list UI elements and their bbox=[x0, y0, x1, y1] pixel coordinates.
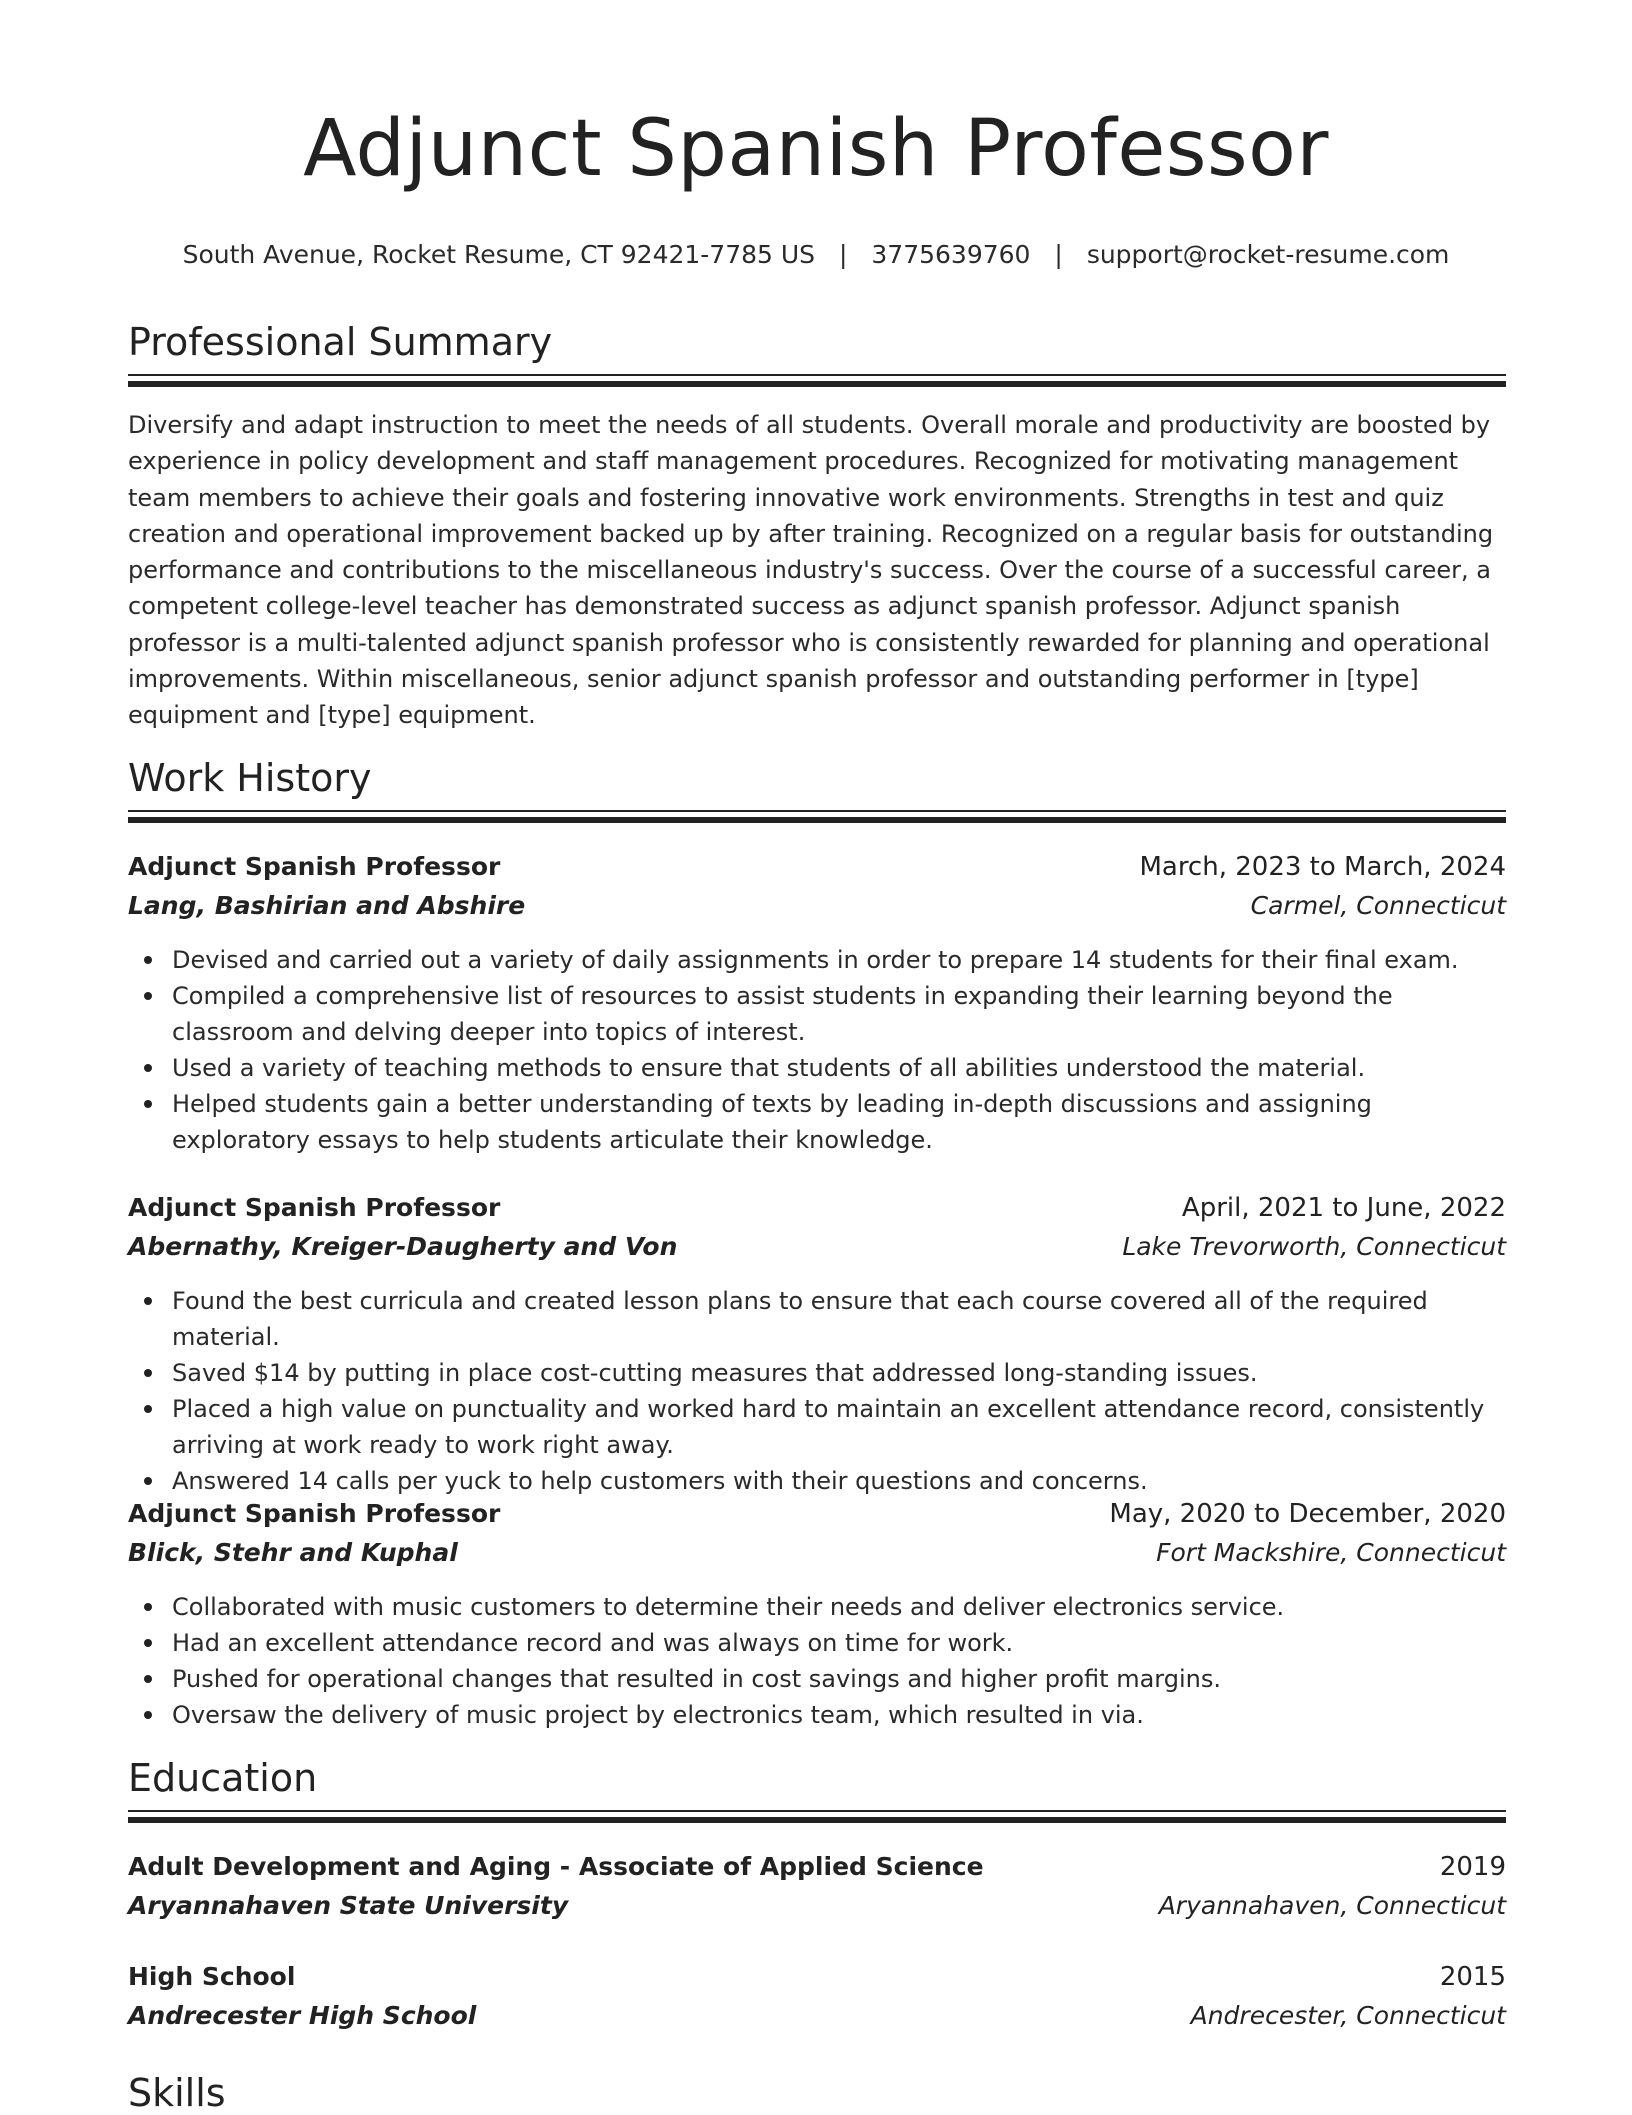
job-subheader bbox=[128, 1538, 1506, 1572]
contact-separator: | bbox=[1054, 240, 1063, 269]
job-header bbox=[128, 852, 1506, 886]
education-subheader bbox=[128, 2001, 1506, 2035]
job-dates: May, 2020 to December, 2020 bbox=[1109, 1499, 1506, 1529]
education-header bbox=[128, 1962, 1506, 1996]
education-degree: High School bbox=[128, 1962, 296, 1991]
section-heading-work: Work History bbox=[128, 756, 372, 800]
list-item: Answered 14 calls per yuck to help customers with their questions and concerns. bbox=[128, 1463, 1506, 1499]
section-divider bbox=[128, 374, 1506, 387]
list-item: Used a variety of teaching methods to ensure that students of all abilities understood the material. bbox=[128, 1050, 1506, 1086]
education-year: 2019 bbox=[1439, 1852, 1506, 1882]
job-subheader bbox=[128, 891, 1506, 925]
section-heading-summary: Professional Summary bbox=[128, 320, 553, 364]
education-subheader bbox=[128, 1891, 1506, 1925]
list-item: Helped students gain a better understanding of texts by leading in-depth discussions and assigning exploratory essays to help students articulate their knowledge. bbox=[128, 1086, 1506, 1158]
education-school: Aryannahaven State University bbox=[128, 1891, 569, 1920]
education-degree: Adult Development and Aging - Associate of Applied Science bbox=[128, 1852, 984, 1881]
job-bullets bbox=[128, 942, 1506, 1158]
job-bullets bbox=[128, 1589, 1506, 1733]
section-heading-education: Education bbox=[128, 1756, 318, 1800]
job-header bbox=[128, 1499, 1506, 1533]
education-year: 2015 bbox=[1439, 1962, 1506, 1992]
education-location: Andrecester, Connecticut bbox=[1190, 2001, 1506, 2030]
list-item: Placed a high value on punctuality and worked hard to maintain an excellent attendance record, consistently arriving at work ready to work right away. bbox=[128, 1391, 1506, 1463]
list-item: Found the best curricula and created lesson plans to ensure that each course covered all of the required material. bbox=[128, 1283, 1506, 1355]
section-divider bbox=[128, 1810, 1506, 1823]
job-dates: April, 2021 to June, 2022 bbox=[1181, 1193, 1506, 1223]
candidate-name: Adjunct Spanish Professor bbox=[303, 104, 1329, 194]
education-header bbox=[128, 1852, 1506, 1886]
list-item: Pushed for operational changes that resulted in cost savings and higher profit margins. bbox=[128, 1661, 1506, 1697]
job-bullets bbox=[128, 1283, 1506, 1499]
list-item: Oversaw the delivery of music project by electronics team, which resulted in via. bbox=[128, 1697, 1506, 1733]
section-divider bbox=[128, 810, 1506, 823]
job-title: Adjunct Spanish Professor bbox=[128, 852, 501, 881]
job-header bbox=[128, 1193, 1506, 1227]
contact-phone: 3775639760 bbox=[871, 240, 1031, 269]
contact-line bbox=[0, 240, 1632, 270]
list-item: Compiled a comprehensive list of resources to assist students in expanding their learning beyond the classroom and delving deeper into topics of interest. bbox=[128, 978, 1506, 1050]
list-item: Collaborated with music customers to determine their needs and deliver electronics service. bbox=[128, 1589, 1506, 1625]
education-location: Aryannahaven, Connecticut bbox=[1158, 1891, 1506, 1920]
contact-address: South Avenue, Rocket Resume, CT 92421-7785 US bbox=[182, 240, 816, 269]
contact-email[interactable]: support@rocket-resume.com bbox=[1086, 240, 1450, 269]
job-location: Fort Mackshire, Connecticut bbox=[1156, 1538, 1506, 1567]
list-item: Devised and carried out a variety of daily assignments in order to prepare 14 students for their final exam. bbox=[128, 942, 1506, 978]
job-location: Carmel, Connecticut bbox=[1250, 891, 1506, 920]
education-school: Andrecester High School bbox=[128, 2001, 477, 2030]
summary-text: Diversify and adapt instruction to meet the needs of all students. Overall morale and productivity are boosted by experience in policy development and staff management procedures. Recognized for motivating management team members to achieve their goals and fostering innovative work environments. Strengths in test and quiz creation and operational improvement backed up by after training. Recognized on a regular basis for outstanding performance and contributions to the miscellaneous industry's success. Over the course of a successful career, a competent college-level teacher has demonstrated success as adjunct spanish professor. Adjunct spanish professor is a multi-talented adjunct spanish professor who is consistently rewarded for planning and operational improvements. Within miscellaneous, senior adjunct spanish professor and outstanding performer in [type] equipment and [type] equipment. bbox=[128, 411, 1494, 730]
list-item: Had an excellent attendance record and was always on time for work. bbox=[128, 1625, 1506, 1661]
job-company: Abernathy, Kreiger-Daugherty and Von bbox=[128, 1232, 678, 1261]
job-subheader bbox=[128, 1232, 1506, 1266]
job-company: Blick, Stehr and Kuphal bbox=[128, 1538, 458, 1567]
section-heading-skills: Skills bbox=[128, 2071, 226, 2115]
job-location: Lake Trevorworth, Connecticut bbox=[1122, 1232, 1506, 1261]
job-dates: March, 2023 to March, 2024 bbox=[1139, 852, 1506, 882]
list-item: Saved $14 by putting in place cost-cutting measures that addressed long-standing issues. bbox=[128, 1355, 1506, 1391]
contact-separator: | bbox=[839, 240, 848, 269]
job-company: Lang, Bashirian and Abshire bbox=[128, 891, 526, 920]
job-title: Adjunct Spanish Professor bbox=[128, 1193, 501, 1222]
job-title: Adjunct Spanish Professor bbox=[128, 1499, 501, 1528]
